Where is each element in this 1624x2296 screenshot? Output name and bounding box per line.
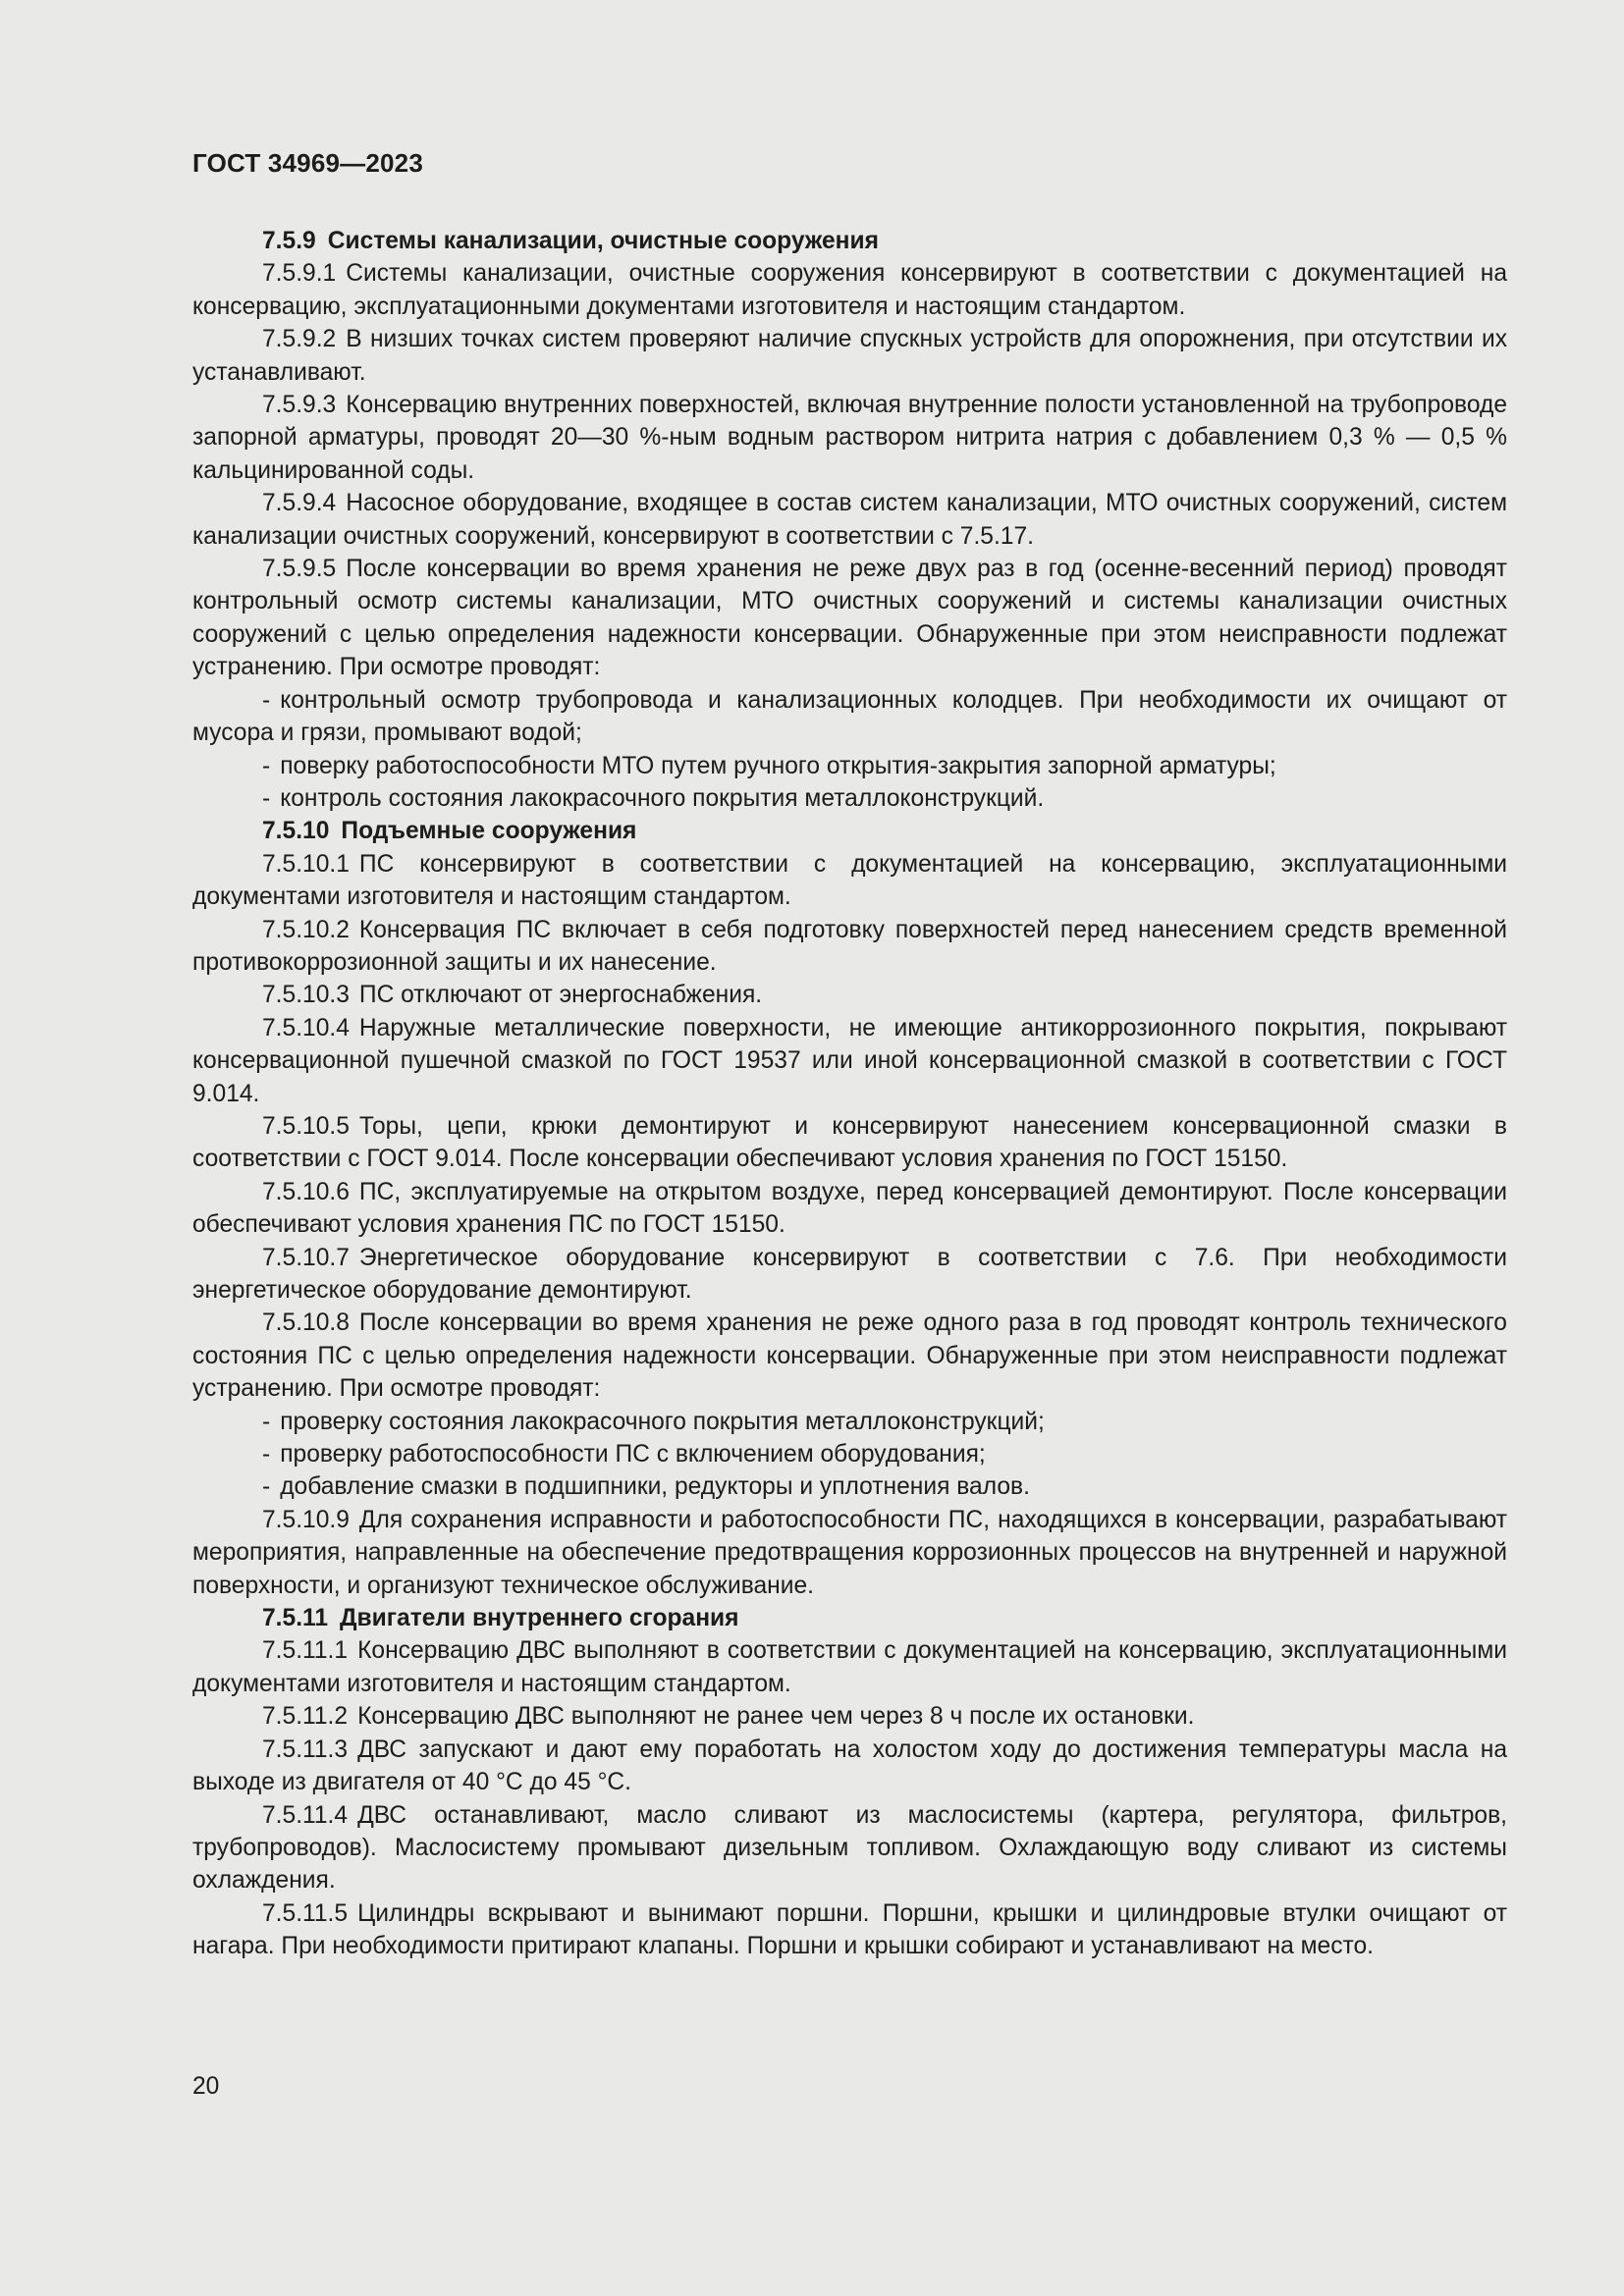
clause-text: Подъемные сооружения — [341, 818, 637, 845]
clause-number: 7.5.10 — [262, 818, 330, 845]
clause-number: - — [262, 784, 271, 812]
clause-number: - — [262, 752, 271, 779]
clause-number: 7.5.9.5 — [262, 556, 337, 583]
clause-number: - — [262, 1441, 271, 1468]
clause-text: Насосное оборудование, входящее в состав систем канализации, МТО очистных сооружений, систем канализации очистных сооружений, консервируют в соответствии с 7.5.17. — [192, 490, 1507, 550]
paragraph — [192, 1110, 1507, 1176]
clause-number: 7.5.11.3 — [262, 1735, 349, 1763]
clause-number: - — [262, 686, 271, 714]
clause-text: ПС отключают от энергоснабжения. — [358, 982, 763, 1009]
paragraph — [192, 1897, 1507, 1963]
list-item — [192, 1406, 1507, 1438]
clause-text: ДВС останавливают, масло сливают из маслосистемы (картера, регулятора, фильтров, трубопроводов). Маслосистему промывают дизельным топливом. Охлаждающую воду сливают из системы охлаждения. — [192, 1801, 1507, 1895]
clause-text: проверку работоспособности ПС с включением оборудования; — [280, 1441, 986, 1468]
clause-number: 7.5.10.5 — [262, 1112, 350, 1140]
paragraph — [192, 1700, 1507, 1733]
clause-text: контрольный осмотр трубопровода и канализационных колодцев. При необходимости их очищают от мусора и грязи, промывают водой; — [192, 686, 1507, 747]
list-item — [192, 1470, 1507, 1503]
paragraph — [192, 553, 1507, 684]
clause-text: Консервацию ДВС выполняют не ранее чем через 8 ч после их остановки. — [357, 1703, 1195, 1731]
clause-text: Двигатели внутреннего сгорания — [340, 1605, 739, 1632]
paragraph — [192, 1176, 1507, 1242]
clause-text: поверку работоспособности МТО путем ручного открытия-закрытия запорной арматуры; — [280, 752, 1276, 779]
section-heading — [192, 815, 1507, 847]
clause-text: Консервацию внутренних поверхностей, включая внутренние полости установленной на трубопроводе запорной арматуры, проводят 20—30 %-ным водным раствором нитрита натрия с добавлением 0,3 % — 0,5 % кальцинированной соды. — [192, 392, 1507, 484]
clause-text: ПС, эксплуатируемые на открытом воздухе, перед консервацией демонтируют. После консервации обеспечивают условия хранения ПС по ГОСТ 15150. — [192, 1178, 1507, 1239]
clause-text: В низших точках систем проверяют наличие спускных устройств для опорожнения, при отсутствии их устанавливают. — [192, 326, 1507, 386]
paragraph — [192, 914, 1507, 980]
clause-number: 7.5.9.4 — [262, 490, 337, 517]
clause-text: добавление смазки в подшипники, редукторы и уплотнения валов. — [280, 1473, 1030, 1501]
document-header: ГОСТ 34969—2023 — [192, 148, 423, 178]
clause-text: ПС консервируют в соответствии с документацией на консервацию, эксплуатационными документами изготовителя и настоящим стандартом. — [192, 850, 1507, 911]
clause-number: - — [262, 1408, 271, 1435]
clause-text: Цилиндры вскрывают и вынимают поршни. Поршни, крышки и цилиндровые втулки очищают от нагара. При необходимости притирают клапаны. Поршни и крышки собирают и устанавливают на место. — [192, 1899, 1507, 1960]
paragraph — [192, 487, 1507, 553]
clause-text: контроль состояния лакокрасочного покрытия металлоконструкций. — [280, 784, 1045, 812]
clause-text: Наружные металлические поверхности, не имеющие антикоррозионного покрытия, покрывают консервационной пушечной смазкой по ГОСТ 19537 или иной консервационной смазкой в соответствии с ГОСТ 9.014. — [192, 1014, 1507, 1107]
paragraph — [192, 1634, 1507, 1700]
section-heading — [192, 225, 1507, 257]
clause-text: После консервации во время хранения не реже одного раза в год проводят контроль технического состояния ПС с целью определения надежности консервации. Обнаруженные при этом неисправности подлежат устранению. При осмотре проводят: — [192, 1309, 1507, 1403]
clause-number: 7.5.9 — [262, 228, 316, 254]
paragraph — [192, 323, 1507, 389]
list-item — [192, 750, 1507, 782]
clause-number: 7.5.10.2 — [262, 916, 350, 943]
clause-number: 7.5.11.5 — [262, 1899, 349, 1927]
paragraph — [192, 257, 1507, 323]
clause-number: 7.5.10.8 — [262, 1309, 350, 1337]
clause-number: 7.5.9.2 — [262, 326, 337, 353]
paragraph — [192, 1504, 1507, 1602]
paragraph — [192, 979, 1507, 1011]
clause-text: Системы канализации, очистные сооружения консервируют в соответствии с документацией на консервацию, эксплуатационными документами изготовителя и настоящим стандартом. — [192, 260, 1507, 320]
clause-number: 7.5.11.2 — [262, 1703, 349, 1731]
clause-number: 7.5.9.1 — [262, 260, 337, 288]
list-item — [192, 684, 1507, 750]
clause-text: После консервации во время хранения не реже двух раз в год (осенне-весенний период) проводят контрольный осмотр системы канализации, МТО очистных сооружений и системы канализации очистных сооружений с целью определения надежности консервации. Обнаруженные при этом неисправности подлежат устранению. При осмотре проводят: — [192, 556, 1507, 681]
clause-number: 7.5.10.3 — [262, 982, 350, 1009]
clause-text: Системы канализации, очистные сооружения — [327, 228, 879, 254]
clause-number: 7.5.10.6 — [262, 1178, 350, 1205]
list-item — [192, 782, 1507, 815]
clause-number: 7.5.11.4 — [262, 1801, 349, 1829]
clause-number: 7.5.11.1 — [262, 1637, 349, 1665]
clause-number: - — [262, 1473, 271, 1501]
clause-number: 7.5.10.9 — [262, 1506, 350, 1533]
clause-text: Энергетическое оборудование консервируют в соответствии с 7.6. При необходимости энергетическое оборудование демонтируют. — [192, 1244, 1507, 1304]
paragraph — [192, 389, 1507, 487]
paragraph — [192, 1242, 1507, 1308]
paragraph — [192, 848, 1507, 914]
paragraph — [192, 1012, 1507, 1110]
clause-text: Торы, цепи, крюки демонтируют и консервируют нанесением консервационной смазки в соответствии с ГОСТ 9.014. После консервации обеспечивают условия хранения по ГОСТ 15150. — [192, 1112, 1507, 1173]
clause-number: 7.5.10.1 — [262, 850, 350, 878]
paragraph — [192, 1734, 1507, 1799]
paragraph — [192, 1307, 1507, 1405]
section-heading — [192, 1602, 1507, 1634]
page-number: 20 — [192, 2073, 220, 2100]
clause-text: Консервацию ДВС выполняют в соответствии с документацией на консервацию, эксплуатационными документами изготовителя и настоящим стандартом. — [192, 1637, 1507, 1697]
clause-text: Для сохранения исправности и работоспособности ПС, находящихся в консервации, разрабатывают мероприятия, направленные на обеспечение предотвращения коррозионных процессов на внутренней и наружной поверхности, и организуют техническое обслуживание. — [192, 1506, 1507, 1599]
clause-number: 7.5.9.3 — [262, 392, 337, 419]
clause-text: Консервация ПС включает в себя подготовку поверхностей перед нанесением средств временной противокоррозионной защиты и их нанесение. — [192, 916, 1507, 976]
document-body — [192, 225, 1507, 1963]
clause-text: ДВС запускают и дают ему поработать на холостом ходу до достижения температуры масла на выходе из двигателя от 40 °С до 45 °С. — [192, 1735, 1507, 1796]
list-item — [192, 1438, 1507, 1470]
clause-number: 7.5.10.4 — [262, 1014, 350, 1041]
clause-text: проверку состояния лакокрасочного покрытия металлоконструкций; — [280, 1408, 1045, 1435]
paragraph — [192, 1799, 1507, 1897]
clause-number: 7.5.11 — [262, 1605, 329, 1632]
clause-number: 7.5.10.7 — [262, 1244, 350, 1271]
